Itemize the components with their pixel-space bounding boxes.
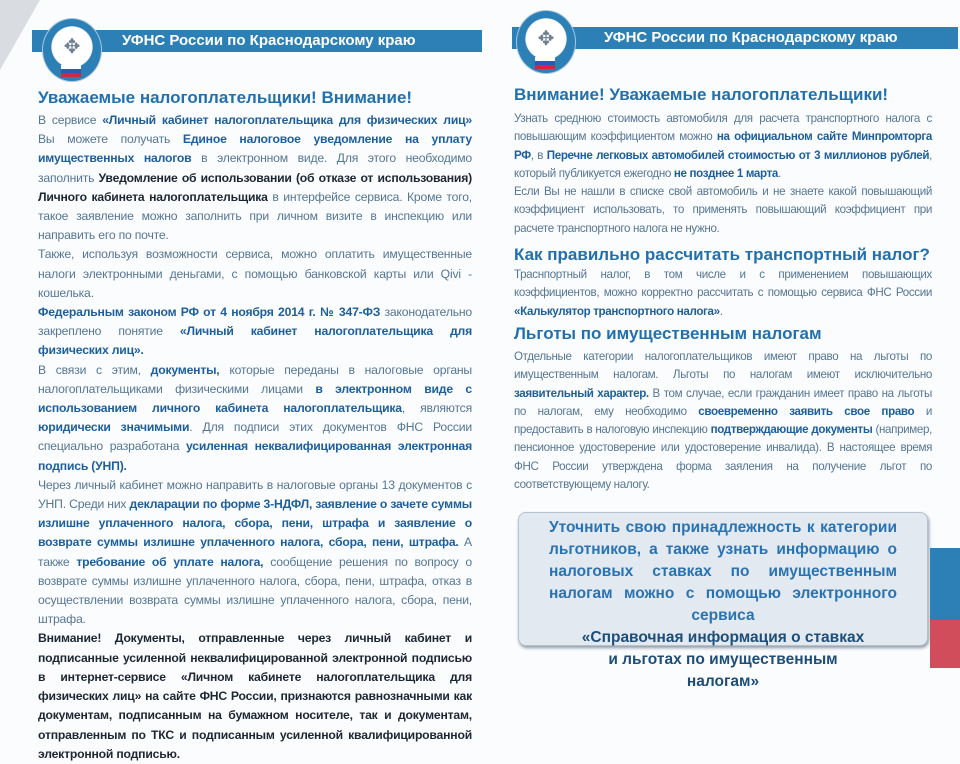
emphasized-text: на официальном сайте Минпромторга РФ xyxy=(514,130,932,162)
text-run: и предоставить в налоговую инспекцию xyxy=(514,404,933,437)
eagle-icon: ✥ xyxy=(63,36,81,58)
text-run: В связи с этим, xyxy=(38,362,151,377)
emphasized-text: «Личный кабинет налогоплательщика для физических лиц» xyxy=(102,113,472,127)
text-run: . xyxy=(778,166,781,180)
left-column xyxy=(38,86,472,764)
header-title: УФНС России по Краснодарскому краю xyxy=(604,29,898,46)
text-run: которые переданы в налоговые органы налогоплательщиками физическими лицами xyxy=(38,362,472,396)
decor-strip-blue xyxy=(930,548,960,620)
left-heading: Уважаемые налогоплательщики! Внимание! xyxy=(38,88,413,107)
eagle-icon: ✥ xyxy=(537,28,555,50)
right-heading-attention: Внимание! Уважаемые налогоплательщики! xyxy=(514,85,889,104)
left-paragraphs xyxy=(38,111,472,764)
service-name: «Справочная информация о ставках и льготах по имущественным налогам» xyxy=(581,629,865,690)
emphasized-text: юридически значимыми xyxy=(38,420,190,435)
text-run: (например, пенсионное удостоверение или удостоверение инвалида). В настоящее время ФНС России утверждена форма заяления на получение льгот по соответствующему налогу. xyxy=(514,423,932,492)
emphasized-text: «Калькулятор транспортного налога» xyxy=(514,304,720,318)
text-run: Узнать среднюю стоимость автомобиля для расчета транспортного налога с повышающим коэффициентом можно xyxy=(514,112,932,144)
emphasized-text: Уведомление об использовании (об отказе от использования) Личного кабинета налогоплательщика xyxy=(38,170,472,204)
text-run: в интерфейсе сервиса. Кроме того, такое заявление можно заполнить при личном визите в инспекцию или направить его по почте. xyxy=(38,189,472,243)
text-run: в электронном виде. Для этого необходимо заполнить xyxy=(38,151,472,185)
paragraph xyxy=(514,110,932,183)
text-run: Вы можете получать xyxy=(38,132,183,147)
emphasized-text: Перечне легковых автомобилей стоимостью от 3 миллионов рублей xyxy=(546,148,930,162)
text-run: сообщение решения по вопросу о возврате суммы излишне уплаченного налога, сбора, пени, штрафа, отказ в осуществлении возврата суммы излишне уплаченного налога, сбора, пени, штрафа. xyxy=(38,554,472,627)
transport-tax-heading: Как правильно рассчитать транспортный налог? xyxy=(514,245,930,265)
text-run: законодательно закреплено понятие xyxy=(38,305,472,339)
fns-emblem-logo xyxy=(516,10,576,74)
text-run: Через личный кабинет можно направить в налоговые органы 13 документов с УНП. Среди них xyxy=(38,477,472,512)
text-run: . xyxy=(719,304,723,318)
paragraph xyxy=(38,111,472,245)
emphasized-text: усиленная неквалифицированная электронная подпись (УНП). xyxy=(38,439,473,473)
text-run: Также, используя возможности сервиса, можно оплатить имущественные налоги электронными деньгами, с помощью банковской карты или Qivi - кошелька. xyxy=(38,247,472,300)
property-benefits-heading: Льготы по имущественным налогам xyxy=(514,323,822,343)
property-benefits-paragraphs xyxy=(514,348,932,494)
service-info-text: Уточнить свою принадлежность к категории льготников, а также узнать информацию о налоговых ставках по имущественным налогам можно с помощью электронного сервиса xyxy=(549,519,897,624)
fns-emblem-logo xyxy=(42,18,102,82)
emphasized-text: Внимание! Документы, отправленные через личный кабинет и подписанные усиленной неквалифицированной электронной подписью в интернет-сервисе «Личном кабинете налогоплательщика для физических лиц» на сайте ФНС России, признаются равнозначными как документам, подписанным на бумажном носителе, так и документам, отправленным по ТКС и подписанным усиленной квалифицированной электронной подписью. xyxy=(38,631,472,761)
emphasized-text: документы, xyxy=(150,362,220,377)
emphasized-text: Федеральным законом РФ от 4 ноября 2014 г. № 347-ФЗ xyxy=(38,305,381,320)
text-run: В сервисе xyxy=(38,113,103,127)
text-run: Траснпортный налог, в том числе и с применением повышающих коэффициентов, можно корректно рассчитать с помощью сервиса ФНС России xyxy=(514,268,932,300)
russian-flag-icon xyxy=(61,65,81,77)
transport-tax-paragraphs xyxy=(514,266,932,321)
paragraph xyxy=(38,303,472,361)
header-band-right xyxy=(512,27,958,49)
text-run: А также xyxy=(38,535,472,569)
emphasized-text: декларации по форме 3-НДФЛ, заявление о зачете суммы излишне уплаченного налога, сбора, пени, штрафа и заявление о возврате суммы излишне уплаченного налога, сбора, пени, штрафа. xyxy=(38,497,472,550)
text-run: . Для подписи этих документов ФНС России специально разработана xyxy=(38,420,472,454)
paragraph xyxy=(38,361,472,476)
paragraph xyxy=(514,183,932,238)
emphasized-text: требование об уплате налога, xyxy=(76,554,264,569)
emphasized-text: Единое налоговое уведомление на уплату имущественных налогов xyxy=(38,132,473,166)
emphasized-text: подтверждающие документы xyxy=(710,423,873,437)
paragraph xyxy=(38,629,472,763)
text-run: , который публикуется ежегодно xyxy=(514,148,932,180)
text-run: В том случае, если гражданин имеет право на льготы по налогам, ему необходимо xyxy=(514,386,933,418)
emphasized-text: «Личный кабинет налогоплательщика для физических лиц». xyxy=(38,324,472,358)
text-run: , являются xyxy=(401,401,472,416)
decor-strip-red xyxy=(930,620,960,668)
header-title: УФНС России по Краснодарскому краю xyxy=(122,32,416,49)
emphasized-text: заявительный характер. xyxy=(514,386,649,400)
paragraph xyxy=(514,348,932,494)
emphasized-text: своевременно заявить свое право xyxy=(698,404,915,418)
text-run: Отдельные категории налогоплательщиков имеют право на льготы по имущественным налогам. Льготы по налогам имеют исключительно xyxy=(514,349,932,382)
service-info-box xyxy=(518,512,928,690)
paragraph xyxy=(38,476,472,630)
right-column xyxy=(514,84,932,494)
russian-flag-icon xyxy=(535,57,555,69)
emphasized-text: не позднее 1 марта xyxy=(673,166,778,180)
paragraph xyxy=(38,245,472,303)
paragraph xyxy=(514,266,932,321)
text-run: , в xyxy=(530,148,547,162)
car-value-paragraphs xyxy=(514,110,932,238)
emphasized-text: в электронном виде с использованием личного кабинета налогоплательщика xyxy=(38,381,472,416)
text-run: Если Вы не нашли в списке свой автомобиль и не знаете какой повышающий коэффициент использовать, то применять повышающий коэффициент при расчете транспортного налога не нужно. xyxy=(514,185,932,235)
